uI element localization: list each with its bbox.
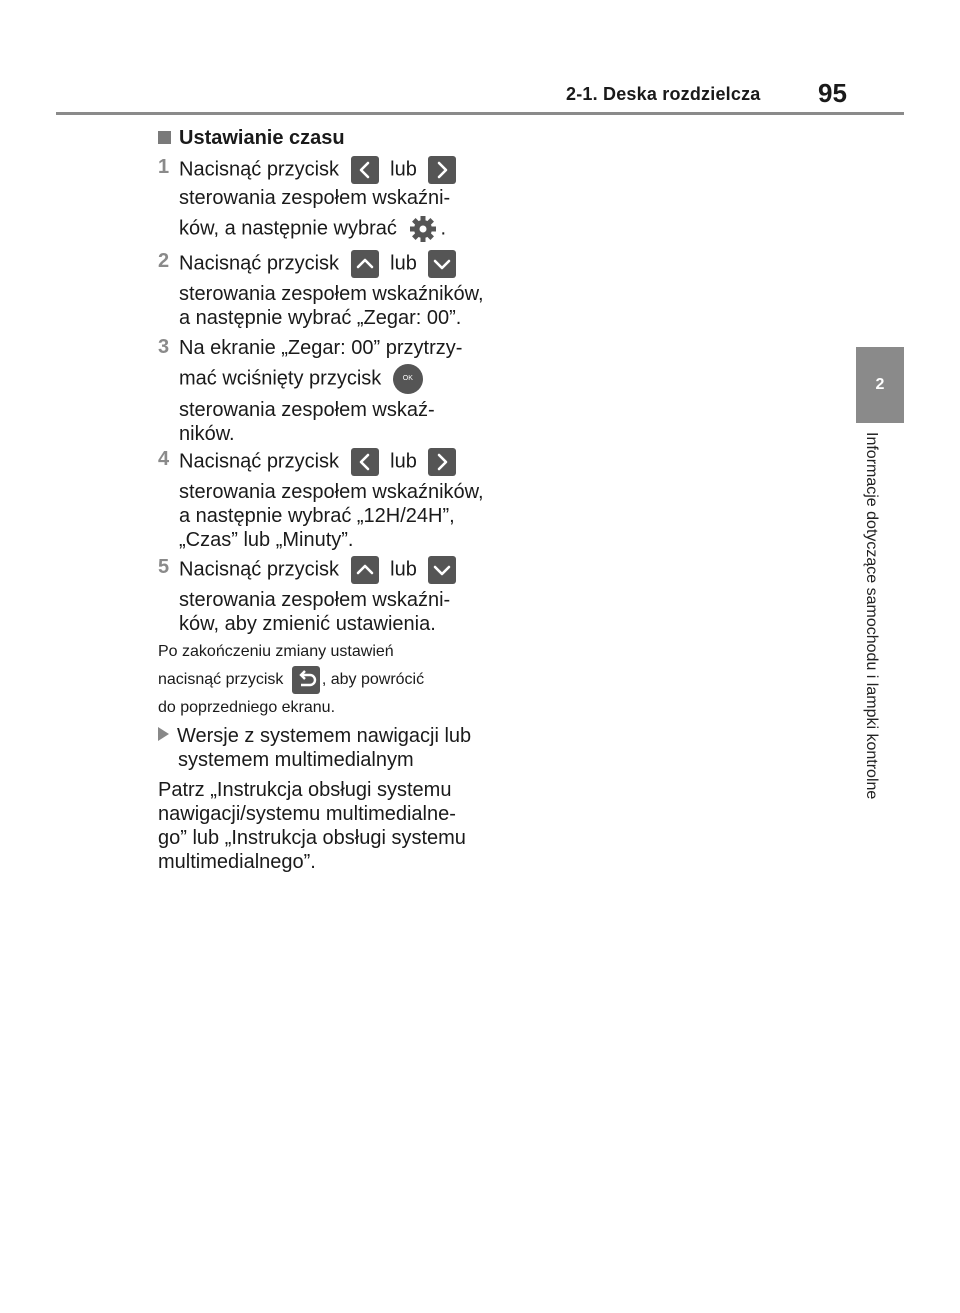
sub-heading-line-2: systemem multimedialnym: [178, 749, 414, 771]
step-number: 4: [158, 448, 170, 470]
paragraph-line-1: Patrz „Instrukcja obsługi systemu: [158, 779, 452, 801]
step-1-line-2: sterowania zespołem wskaźni-: [179, 187, 451, 209]
paragraph-line-2: nawigacji/systemu multimedialne-: [158, 803, 456, 825]
step-2-line-1: Nacisnąć przycisk lub: [179, 250, 462, 278]
step-3-line-3: sterowania zespołem wskaź-: [179, 399, 435, 421]
step-number: 3: [158, 336, 170, 358]
chevron-down-icon: [428, 556, 456, 584]
gear-icon: [408, 214, 438, 244]
chapter-tab-number: 2: [875, 376, 885, 393]
step-1-line-3: ków, a następnie wybrać .: [179, 214, 446, 244]
step-2-line-2: sterowania zespołem wskaźników,: [179, 283, 484, 305]
chevron-right-icon: [428, 156, 456, 184]
note-line-2: nacisnąć przycisk , aby powrócić: [158, 666, 424, 694]
chapter-tab: [856, 347, 904, 423]
step-4-line-2: sterowania zespołem wskaźników,: [179, 481, 484, 503]
chevron-left-icon: [351, 156, 379, 184]
chevron-right-icon: [428, 448, 456, 476]
step-3-line-4: ników.: [179, 423, 235, 445]
note-line-3: do poprzedniego ekranu.: [158, 699, 336, 716]
header-rule: [56, 112, 904, 115]
square-bullet-icon: [158, 131, 171, 144]
step-number: 1: [158, 156, 170, 178]
section-header: 2-1. Deska rozdzielcza: [566, 84, 761, 104]
chevron-up-icon: [351, 250, 379, 278]
step-number: 5: [158, 556, 170, 578]
page-number: 95: [818, 78, 847, 108]
step-3-line-2: mać wciśnięty przycisk OK: [179, 364, 423, 394]
step-4-line-4: „Czas” lub „Minuty”.: [179, 529, 354, 551]
paragraph-line-4: multimedialnego”.: [158, 851, 316, 873]
chapter-side-label: Informacje dotyczące samochodu i lampki kontrolne: [863, 432, 880, 800]
step-3-line-1: Na ekranie „Zegar: 00” przytrzy-: [179, 337, 463, 359]
step-5-line-3: ków, aby zmienić ustawienia.: [179, 613, 436, 635]
step-4-line-1: Nacisnąć przycisk lub: [179, 448, 462, 476]
chevron-left-icon: [351, 448, 379, 476]
triangle-bullet-icon: [158, 727, 169, 741]
step-4-line-3: a następnie wybrać „12H/24H”,: [179, 505, 455, 527]
paragraph-line-3: go” lub „Instrukcja obsługi systemu: [158, 827, 466, 849]
note-line-1: Po zakończeniu zmiany ustawień: [158, 643, 394, 660]
ok-button-icon: OK: [393, 364, 423, 394]
chevron-up-icon: [351, 556, 379, 584]
step-5-line-1: Nacisnąć przycisk lub: [179, 556, 462, 584]
back-arrow-icon: [292, 666, 320, 694]
step-2-line-3: a następnie wybrać „Zegar: 00”.: [179, 307, 462, 329]
step-1-line-1: Nacisnąć przycisk lub: [179, 156, 462, 184]
step-5-line-2: sterowania zespołem wskaźni-: [179, 589, 451, 611]
step-number: 2: [158, 250, 170, 272]
sub-heading-line-1: Wersje z systemem nawigacji lub: [158, 724, 471, 748]
section-heading: Ustawianie czasu: [158, 126, 345, 150]
chevron-down-icon: [428, 250, 456, 278]
